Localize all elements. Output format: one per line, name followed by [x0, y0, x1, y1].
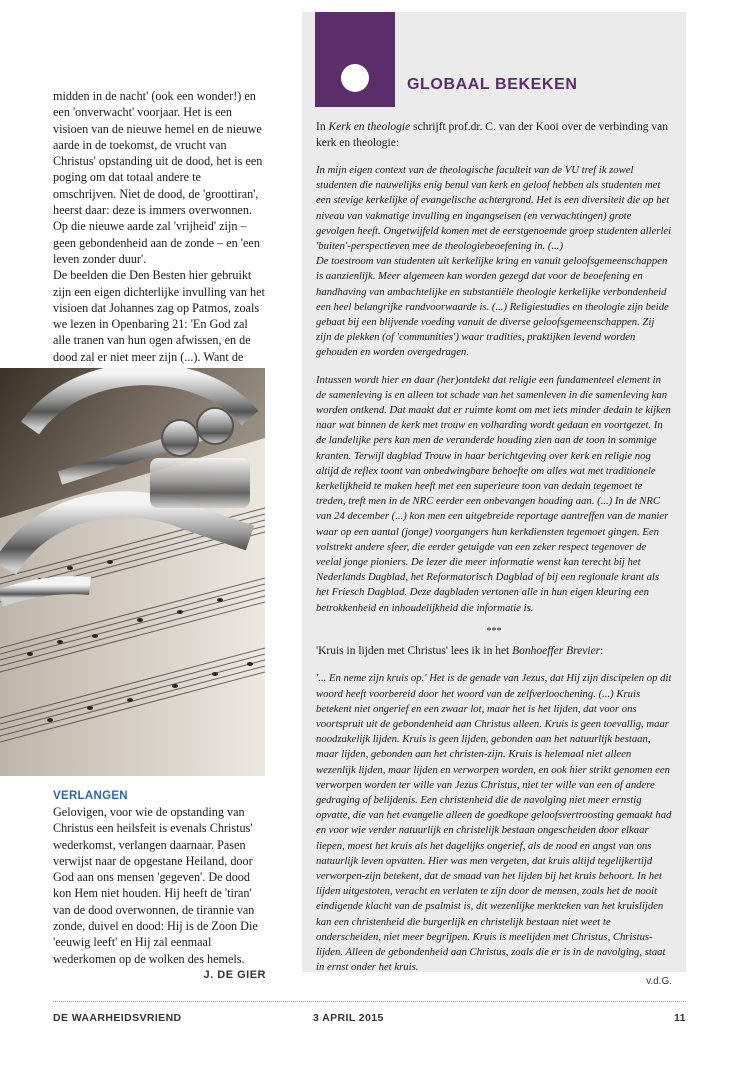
verlangen-body: Gelovigen, voor wie de opstanding van Christus een heilsfeit is evenals Christus' wederkomst, verlangen daarnaar. Pasen verwijst naar de opgestane Heiland, door God aan ons mensen 'gegeven'. De dood kon Hem niet houden. Hij heeft de 'tiran' van de dood overwonnen, de tirannie van zonde, duivel en dood: Hij is de Zoon Die 'eeuwig leeft' en Hij zal eenmaal wederkomen op de wolken des hemels.: [53, 805, 258, 966]
circle-icon: [341, 64, 369, 92]
panel-signature: v.d.G.: [646, 976, 672, 988]
quote-text: De toestroom van studenten uit kerkelijke kring en vanuit geloofsgemeenschappen is aanzienlijk. Meer algemeen kan worden gezegd dat voor de beoefening en handhaving van ambachtelijke en substantiële theologie kerkelijke verbondenheid een heel belangrijke randvoorwaarde is. (...) Religiestudies en theologie zijn beide gebaat bij een blijvende voeding vanuit de diverse geloofsgemeenschappen. Zij zijn de plekken (of 'communities') waar tradities, praktijken levend worden gehouden en worden overgedragen.: [316, 255, 669, 359]
quote-text: In mijn eigen context van de theologische faculteit van de VU tref ik zowel studenten die nauwelijks enig benul van kerk en geloof hebben als studenten met een stevige kerkelijke of evangelische achtergrond. Het is een diversiteit die op het niveau van vakmatige invulling en ingangseisen (en verwachtingen) grote gevolgen heeft. Ongetwijfeld komen met de eerstgenoemde groep studenten allerlei 'buiten'-perspectieven mee de theologiebeoefening in. (...): [316, 164, 672, 253]
author-signature: J. DE GIER: [203, 968, 266, 981]
left-paragraph-2: De beelden die Den Besten hier gebruikt zijn een eigen dichterlijke invulling van het visioen dat Johannes zag op Patmos, zoals we lezen in Openbaring 21: 'En God zal alle tranen van hun ogen afwissen, en de dood zal er niet meer zijn (...). Want de: [53, 268, 265, 364]
footer-date: 3 APRIL 2015: [313, 1012, 384, 1024]
panel-intro-2: [316, 644, 672, 660]
intro-text: In: [316, 121, 329, 133]
quote-block-1: [316, 163, 672, 361]
left-column: [53, 88, 266, 381]
panel-intro: [316, 120, 672, 151]
horn-on-sheet-music-photo: [0, 368, 265, 776]
footer-publication: DE WAARHEIDSVRIEND: [53, 1012, 182, 1024]
intro-text: :: [600, 644, 604, 657]
panel-body: [316, 120, 672, 989]
panel-title: GLOBAAL BEKEKEN: [407, 76, 578, 93]
intro-text: 'Kruis in lijden met Christus' lees ik in het: [316, 644, 513, 657]
book-title: Bonhoeffer Brevier: [512, 644, 601, 657]
quote-block-2: Intussen wordt hier en daar (her)ontdekt dat religie een fundamenteel element in de samenleving is en alleen tot schade van het samenleven in die samenleving kan worden ontkend. Dat maakt dat er ruimte komt om met iets minder dedain te kijken naar wat binnen de kerk met trouw en volharding wordt gedaan en voortgezet. In de landelijke pers kan men de veranderde houding zien aan de toon in sommige kranten. Terwijl dagblad Trouw in haar berichtgeving over kerk en religie nog altijd de reflex toont van onbedwingbare behoefte om alles wat met traditionele kerkelijkheid te maken heeft met een superieure toon van dedain tegemoet te treden, treft men in de NRC eerder een onbevangen houding aan. (...) In de NRC van 24 december (...) kon men een uitgebreide reportage aantreffen van de manier waar op een aantal (jonge) voorgangers hun kerkdiensten tegemoet gingen. Een volstrekt andere sfeer, die eerder getuigde van een zeker respect tegenover de veelal jonge pioniers. De lezer die meer informatie wenst kan terecht bij het Nederlands Dagblad, het Reformatorisch Dagblad of bij een regionale krant als het Friesch Dagblad. Deze dagbladen vertonen alle in hun eigen kleuring een betrokkenheid en inhoudelijkheid die informatie is.: [316, 373, 671, 614]
left-paragraph-1: midden in de nacht' (ook een wonder!) en een 'onverwacht' voorjaar. Het is een visioen van de nieuwe hemel en de nieuwe aarde in de toekomst, de vrucht van Christus' opstanding uit de dood, het is een poging om dat totaal andere te omschrijven. Niet de dood, de 'groottiran', heerst daar: deze is immers overwonnen. Op die nieuwe aarde zal 'vrijheid' zijn – geen gebondenheid aan de zonde – en 'een leven zonder duur'.: [53, 89, 263, 266]
book-title: Kerk en theologie: [328, 121, 411, 133]
intro-text: schrijft prof.dr. C. van der Kooi over de verbinding van kerk en theologie:: [316, 121, 668, 149]
quote-block-3: '... En neme zijn kruis op.' Het is de genade van Jezus, dat Hij zijn discipelen op dit woord heeft voorbereid door het woord van de zelfverloochening. (...) Kruis betekent niet ongerief en een zwaar lot, maar het is het lijden, dat voor ons voortspruit uit de gebondenheid aan Christus alleen. Kruis is geen toevallig, maar noodzakelijk lijden. Kruis is geen lijden, gebonden aan het natuurlijk bestaan, maar lijden, gebonden aan het christen-zijn. Kruis is helemaal niet alleen wezenlijk lijden, maar lijden en verworpen worden, en ook hier strikt genomen een verworpen worden ter wille van Jezus Christus, niet ter wille van een of andere gedraging of belijdenis. Een christenheid die de navolging niet meer ernstig opvatte, die van het evangelie alleen de goedkope geloofsvertroosting gemaakt had en voor wie verder natuurlijk en christelijk bestaan ongescheiden door elkaar liepen, moest het kruis als het dagelijks ongerief, als de nood en angst van ons natuurlijk leven opvatten. Hier was men vergeten, dat kruis altijd tegelijkertijd verworpen-zijn betekent, dat de smaad van het lijden bij het kruis behoort. In het lijden uitgestoten, veracht en verlaten te zijn door de mensen, zoals het de nooit eindigende klacht van de psalmist is, dit wezenlijke merkteken van het kruislijden kan een christenheid die burgerlijk en christelijk bestaan niet weet te onderscheiden, niet meer begrijpen. Kruis is meelijden met Christus, Christus-lijden. Alleen de gebondenheid aan Christus, zoals die er is in de navolging, staat in ernst onder het kruis.: [316, 672, 672, 974]
section-marker-box: [315, 12, 395, 107]
verlangen-heading: VERLANGEN: [53, 790, 128, 802]
page-number: 11: [674, 1012, 686, 1024]
footer-divider: [53, 1001, 686, 1002]
verlangen-section: [53, 789, 266, 983]
section-divider-stars: ***: [486, 625, 502, 637]
